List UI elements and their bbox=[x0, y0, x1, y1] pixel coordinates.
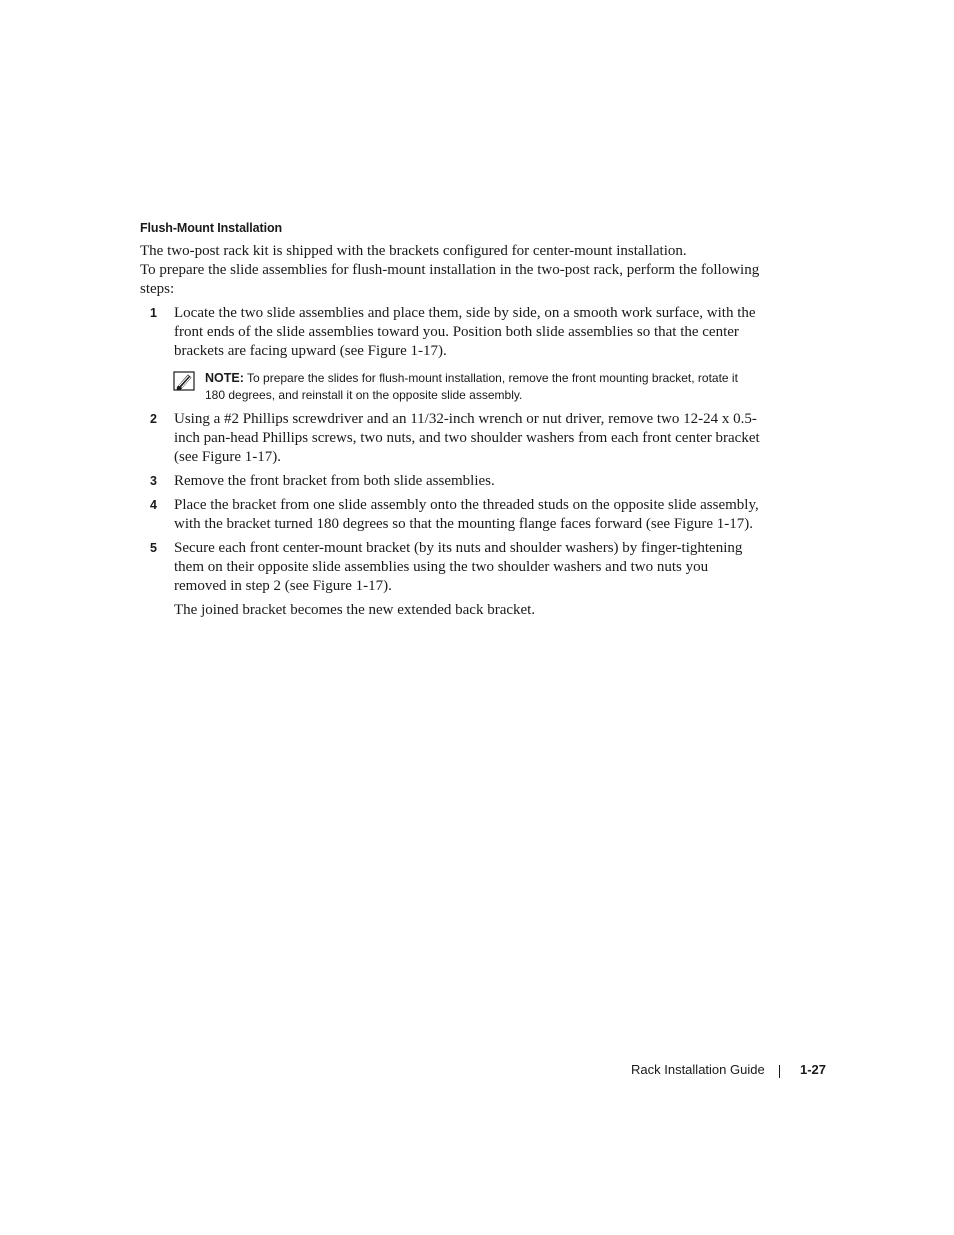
step-text: Place the bracket from one slide assembly onto the threaded studs on the opposite slide assembly, with the bracket turned 180 degrees so that the mounting flange faces forward (see Figure 1-17). bbox=[174, 497, 759, 532]
note-label: NOTE: bbox=[205, 371, 244, 385]
step-text: Remove the front bracket from both slide assemblies. bbox=[174, 473, 495, 489]
step-2 bbox=[140, 410, 760, 467]
step-text: Secure each front center-mount bracket (by its nuts and shoulder washers) by finger-tightening them on their opposite slide assemblies using the two shoulder washers and two nuts you removed in step 2 (see Figure 1-17). bbox=[174, 540, 743, 594]
step-text: Using a #2 Phillips screwdriver and an 11/32-inch wrench or nut driver, remove two 12-24 x 0.5-inch pan-head Phillips screws, two nuts, and two shoulder washers from each front center bracket (see Figure 1-17). bbox=[174, 411, 760, 465]
step-number: 3 bbox=[150, 474, 157, 488]
intro-paragraph-2: To prepare the slide assemblies for flush-mount installation in the two-post rack, perform the following steps: bbox=[140, 262, 760, 297]
page-number: 1-27 bbox=[799, 1062, 826, 1077]
section-heading: Flush-Mount Installation bbox=[140, 221, 283, 235]
step-text: Locate the two slide assemblies and place them, side by side, on a smooth work surface, with the front ends of the slide assemblies toward you. Position both slide assemblies so that the center brackets are facing upward (see Figure 1-17). bbox=[174, 305, 756, 359]
step-number: 4 bbox=[150, 498, 157, 512]
step-number: 2 bbox=[150, 412, 157, 426]
step-3 bbox=[140, 472, 760, 491]
footer-separator bbox=[779, 1065, 780, 1078]
intro-paragraph-1: The two-post rack kit is shipped with the brackets configured for center-mount installation. bbox=[140, 243, 687, 259]
step-1 bbox=[140, 304, 760, 361]
step-number: 5 bbox=[150, 541, 157, 555]
note-box bbox=[140, 370, 760, 404]
step-number: 1 bbox=[150, 306, 157, 320]
page-footer bbox=[600, 1060, 826, 1080]
step-5 bbox=[140, 539, 760, 596]
main-content bbox=[140, 219, 760, 620]
pencil-note-icon bbox=[173, 371, 195, 391]
note-text: To prepare the slides for flush-mount installation, remove the front mounting bracket, rotate it 180 degrees, and reinstall it on the opposite slide assembly. bbox=[205, 371, 738, 402]
step-4 bbox=[140, 496, 760, 534]
footer-guide-title: Rack Installation Guide bbox=[631, 1062, 765, 1077]
step-5-followup: The joined bracket becomes the new extended back bracket. bbox=[174, 602, 536, 618]
